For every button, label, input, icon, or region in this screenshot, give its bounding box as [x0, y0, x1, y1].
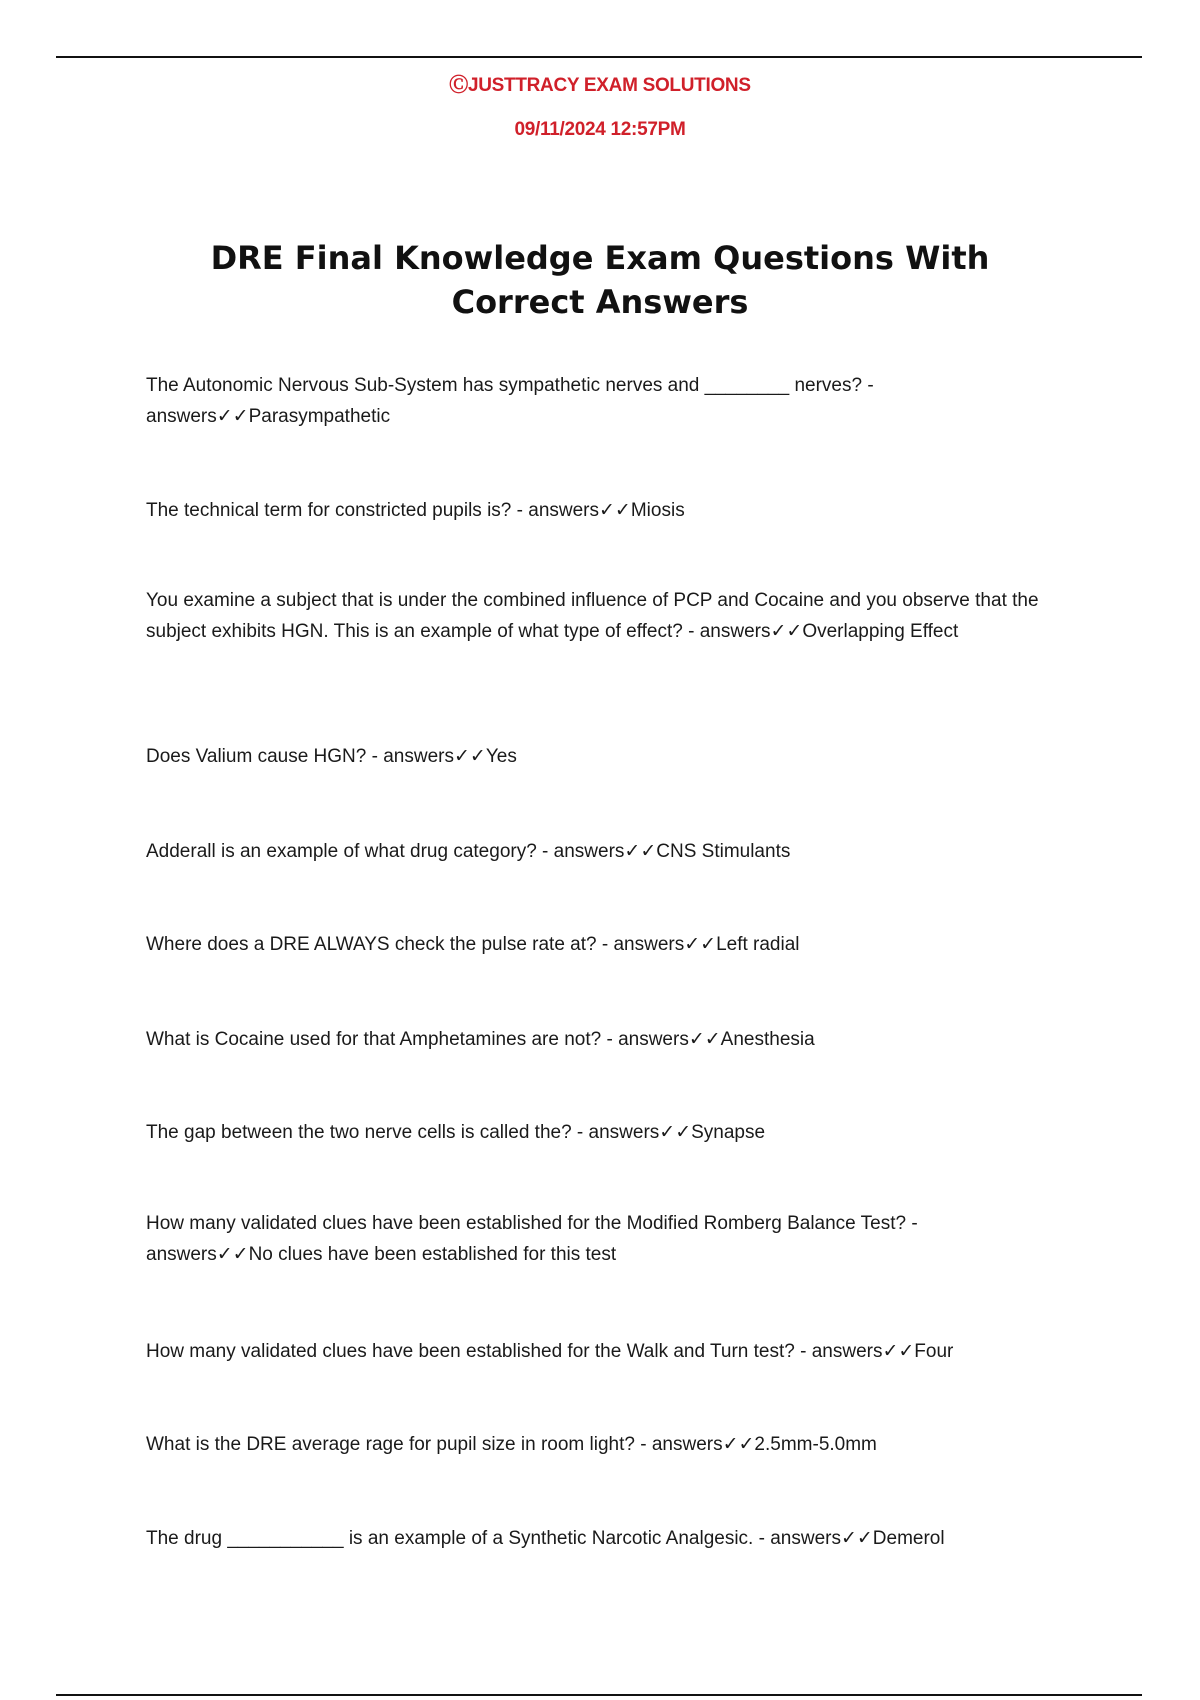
qa-item: You examine a subject that is under the combined influence of PCP and Cocaine and you observe that the subject exhibits HGN. This is an example of what type of effect? - answers✓✓Overlapping Effect — [146, 590, 1039, 642]
qa-item: What is Cocaine used for that Amphetamines are not? - answers✓✓Anesthesia — [146, 1029, 815, 1050]
watermark-text: ⒸJUSTTRACY EXAM SOLUTIONS — [449, 75, 751, 96]
watermark-header — [0, 74, 1200, 142]
qa-item: The gap between the two nerve cells is called the? - answers✓✓Synapse — [146, 1122, 766, 1143]
qa-item: Where does a DRE ALWAYS check the pulse rate at? - answers✓✓Left radial — [146, 934, 800, 955]
qa-item: The drug ___________ is an example of a Synthetic Narcotic Analgesic. - answers✓✓Demerol — [146, 1528, 945, 1549]
bottom-rule — [56, 1694, 1142, 1696]
qa-item: What is the DRE average rage for pupil size in room light? - answers✓✓2.5mm-5.0mm — [146, 1434, 877, 1455]
qa-item: The Autonomic Nervous Sub-System has sympathetic nerves and ________ nerves? - answers✓✓Parasympathetic — [146, 375, 874, 427]
top-rule — [56, 56, 1142, 58]
qa-item: The technical term for constricted pupils is? - answers✓✓Miosis — [146, 500, 685, 521]
qa-item: How many validated clues have been established for the Modified Romberg Balance Test? - answers✓✓No clues have been established for this test — [146, 1213, 918, 1265]
qa-item: Does Valium cause HGN? - answers✓✓Yes — [146, 746, 517, 767]
watermark-datetime: 09/11/2024 12:57PM — [514, 119, 686, 140]
qa-item: Adderall is an example of what drug category? - answers✓✓CNS Stimulants — [146, 841, 791, 862]
qa-item: How many validated clues have been established for the Walk and Turn test? - answers✓✓Four — [146, 1341, 954, 1362]
document-title: DRE Final Knowledge Exam Questions With Correct Answers — [210, 239, 990, 321]
